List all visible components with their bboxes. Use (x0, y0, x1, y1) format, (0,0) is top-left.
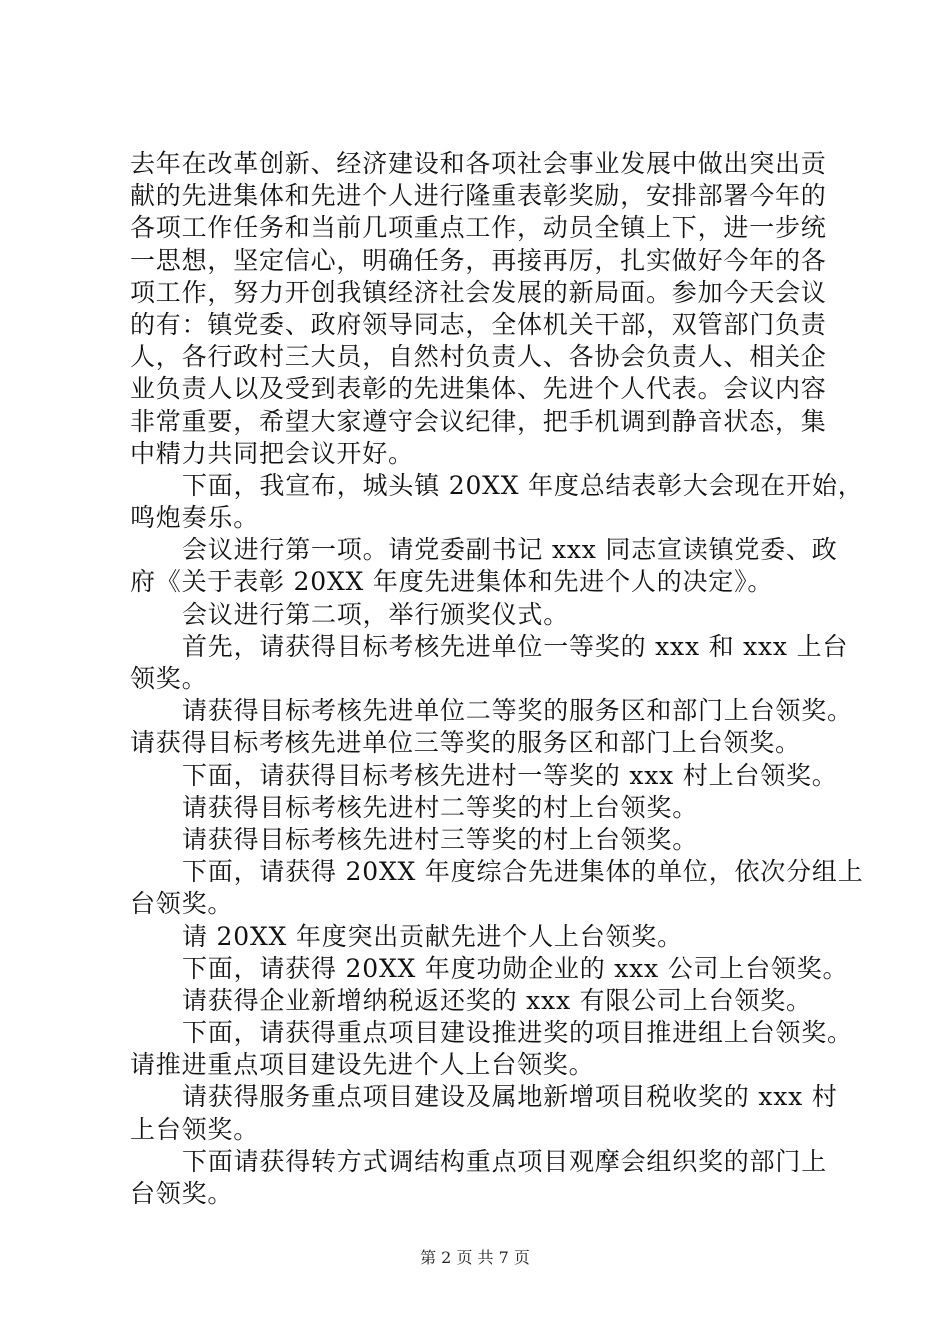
text-line: 请 20XX 年度突出贡献先进个人上台领奖。 (182, 921, 683, 951)
text-line: 的有：镇党委、政府领导同志，全体机关干部，双管部门负责 (130, 309, 827, 339)
text-line: 去年在改革创新、经济建设和各项社会事业发展中做出突出贡 (130, 149, 827, 178)
text-line: 人，各行政村三大员，自然村负责人、各协会负责人、相关企 (130, 342, 827, 372)
text-line: 业负责人以及受到表彰的先进集体、先进个人代表。会议内容 (130, 374, 827, 404)
text-line: 请获得目标考核先进村三等奖的村上台领奖。 (182, 824, 699, 854)
text-line: 上台领奖。 (130, 1114, 260, 1144)
text-line: 请获得目标考核先进村二等奖的村上台领奖。 (182, 792, 699, 822)
text-line: 会议进行第二项，举行颁奖仪式。 (182, 599, 570, 629)
text-line: 下面，请获得 20XX 年度功勋企业的 xxx 公司上台领奖。 (182, 953, 849, 983)
text-line: 请推进重点项目建设先进个人上台领奖。 (130, 1050, 595, 1080)
text-line: 项工作，努力开创我镇经济社会发展的新局面。参加今天会议 (130, 277, 827, 307)
text-line: 请获得目标考核先进单位二等奖的服务区和部门上台领奖。 (182, 696, 853, 726)
text-line: 非常重要，希望大家遵守会议纪律，把手机调到静音状态，集 (130, 406, 827, 436)
text-line: 请获得目标考核先进单位三等奖的服务区和部门上台领奖。 (130, 728, 801, 758)
text-line: 台领奖。 (130, 889, 234, 919)
text-line: 领奖。 (130, 664, 208, 693)
text-line: 下面，请获得目标考核先进村一等奖的 xxx 村上台领奖。 (182, 760, 838, 790)
text-line: 鸣炮奏乐。 (130, 503, 260, 533)
text-line: 一思想，坚定信心，明确任务，再接再厉，扎实做好今年的各 (130, 245, 827, 275)
text-line: 府《关于表彰 20XX 年度先进集体和先进个人的决定》。 (130, 567, 774, 597)
text-line: 首先，请获得目标考核先进单位一等奖的 xxx 和 xxx 上台 (182, 631, 849, 661)
text-line: 下面，我宣布，城头镇 20XX 年度总结表彰大会现在开始， (182, 470, 864, 500)
page-footer: 第 2 页 共 7 页 (420, 1248, 530, 1267)
text-line: 请获得企业新增纳税返还奖的 xxx 有限公司上台领奖。 (182, 985, 812, 1015)
text-line: 请获得服务重点项目建设及属地新增项目税收奖的 xxx 村 (182, 1082, 838, 1112)
text-line: 下面，请获得 20XX 年度综合先进集体的单位，依次分组上 (182, 857, 864, 887)
text-line: 中精力共同把会议开好。 (130, 438, 414, 468)
text-line: 台领奖。 (130, 1179, 234, 1208)
text-line: 各项工作任务和当前几项重点工作，动员全镇上下，进一步统 (130, 213, 827, 243)
text-line: 下面，请获得重点项目建设推进奖的项目推进组上台领奖。 (182, 1018, 853, 1048)
text-line: 献的先进集体和先进个人进行隆重表彰奖励，安排部署今年的 (130, 181, 827, 211)
text-line: 下面请获得转方式调结构重点项目观摩会组织奖的部门上 (182, 1146, 828, 1176)
text-line: 会议进行第一项。请党委副书记 xxx 同志宣读镇党委、政 (182, 535, 838, 565)
document-body (130, 148, 864, 1210)
